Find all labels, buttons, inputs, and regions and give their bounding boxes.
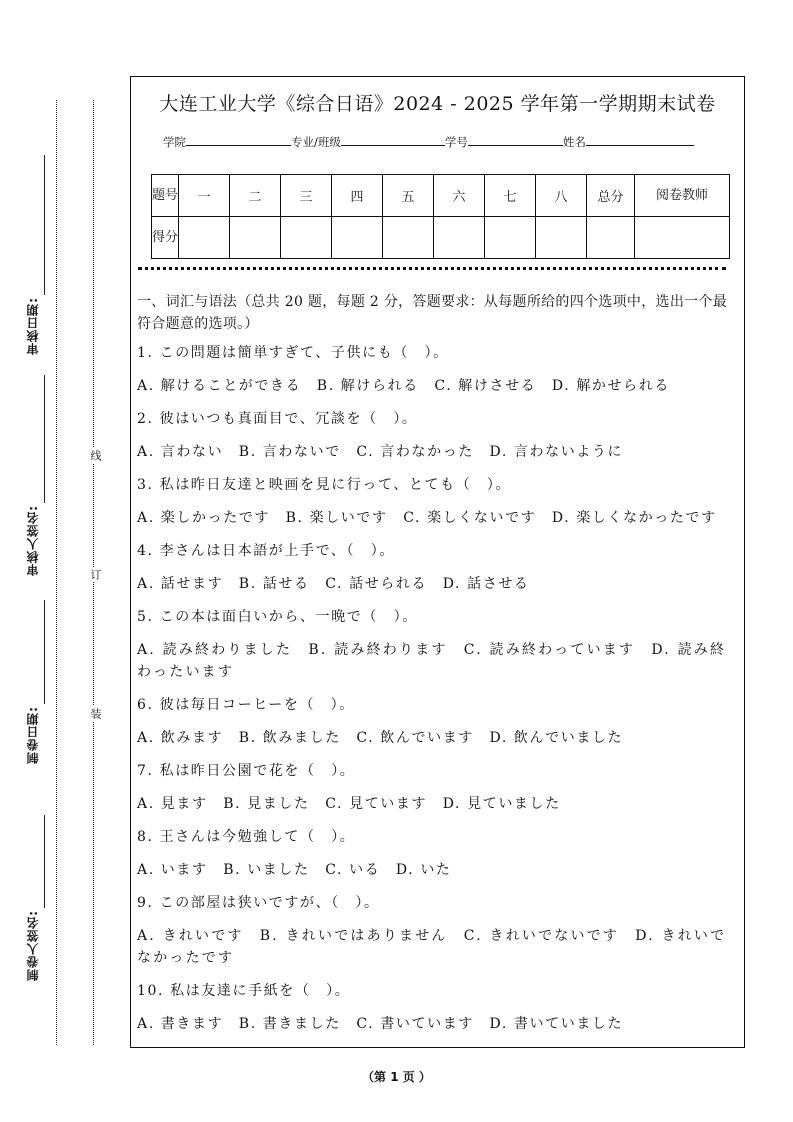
binding-dotted-line-outer (56, 100, 57, 1045)
question-text: 10. 私は友達に手紙を（ ）。 (137, 983, 351, 999)
field-student-id-label: 学号 (444, 135, 468, 149)
score-cell[interactable] (230, 217, 281, 259)
question-options: A. 書きます B. 書きました C. 書いています D. 書いていました (137, 1016, 624, 1032)
score-col-3: 三 (281, 175, 332, 217)
question-text: 6. 彼は毎日コーヒーを（ ）。 (137, 697, 355, 713)
page-number: （第 1 页 ） (362, 1070, 431, 1084)
field-college-input[interactable] (186, 133, 291, 146)
question-text: 1. この問題は簡単すぎて、子供にも（ ）。 (137, 345, 449, 361)
question-options: A. います B. いました C. いる D. いた (137, 862, 452, 878)
score-cell[interactable] (332, 217, 383, 259)
question-options: A. きれいです B. きれいではありません C. きれいでないです D. きれいでなかったです (137, 928, 727, 966)
section-heading: 一、词汇与语法（总共 20 题，每题 2 分，答题要求：从每题所给的四个选项中，选出一个最符合题意的选项。） (137, 294, 728, 332)
question-text: 2. 彼はいつも真面目で、冗談を（ ）。 (137, 411, 418, 427)
field-student-id-input[interactable] (468, 133, 563, 146)
prep-date-label: 制卷日期: (26, 706, 40, 764)
score-table-header-row (152, 175, 730, 217)
review-date-label: 审核日期: (26, 297, 40, 355)
score-cell[interactable] (179, 217, 230, 259)
prep-date-line[interactable] (44, 600, 45, 704)
score-col-marker: 阅卷教师 (635, 175, 730, 217)
score-cell[interactable] (536, 217, 587, 259)
score-cell-total[interactable] (587, 217, 635, 259)
score-col-total: 总分 (587, 175, 635, 217)
score-row2-label: 得分 (152, 217, 179, 259)
question-text: 8. 王さんは今勉強して（ ）。 (137, 829, 356, 845)
score-cell[interactable] (485, 217, 536, 259)
section-content (137, 291, 738, 1046)
review-date-line[interactable] (44, 155, 45, 295)
score-col-1: 一 (179, 175, 230, 217)
exam-title: 大连工业大学《综合日语》2024 - 2025 学年第一学期期末试卷 (159, 93, 716, 115)
field-college-label: 学院 (163, 135, 186, 149)
question-options: A. 言わない B. 言わないで C. 言わなかった D. 言わないように (137, 444, 624, 460)
score-cell-marker[interactable] (635, 217, 730, 259)
question-options: A. 解けることができる B. 解けられる C. 解けさせる D. 解かせられる (137, 378, 670, 394)
binding-char-line: 线 (89, 450, 102, 461)
question-options: A. 読み終わりました B. 読み終わります C. 読み終わっています D. 読み終わったいます (137, 642, 727, 680)
score-col-7: 七 (485, 175, 536, 217)
score-col-8: 八 (536, 175, 587, 217)
question-options: A. 話せます B. 話せる C. 話せられる D. 話させる (137, 576, 530, 592)
question-text: 4. 李さんは日本語が上手で、（ ）。 (137, 543, 395, 559)
score-col-2: 二 (230, 175, 281, 217)
question-text: 7. 私は昨日公園で花を（ ）。 (137, 763, 356, 779)
reviewer-sign-line[interactable] (44, 375, 45, 503)
score-col-4: 四 (332, 175, 383, 217)
score-table-score-row (152, 217, 730, 259)
preparer-sign-line[interactable] (44, 815, 45, 908)
score-cell[interactable] (434, 217, 485, 259)
field-major-label: 专业/班级 (291, 135, 341, 149)
field-name-label: 姓名 (562, 135, 586, 149)
dotted-separator (138, 267, 726, 270)
question-text: 9. この部屋は狭いですが、（ ）。 (137, 895, 380, 911)
preparer-sign-label: 制卷人签名: (26, 910, 40, 981)
binding-char-ding: 订 (89, 569, 102, 580)
question-options: A. 飲みます B. 飲みました C. 飲んでいます D. 飲んでいました (137, 730, 624, 746)
score-cell[interactable] (281, 217, 332, 259)
question-options: A. 見ます B. 見ました C. 見ています D. 見ていました (137, 796, 561, 812)
student-info-row (163, 133, 694, 150)
question-text: 5. この本は面白いから、一晩で（ ）。 (137, 609, 418, 625)
question-options: A. 楽しかったです B. 楽しいです C. 楽しくないです D. 楽しくなかったです (137, 510, 717, 526)
score-row1-label: 题号 (152, 175, 179, 217)
exam-frame (130, 76, 745, 1048)
score-cell[interactable] (383, 217, 434, 259)
score-table (151, 174, 730, 259)
score-col-6: 六 (434, 175, 485, 217)
score-col-5: 五 (383, 175, 434, 217)
reviewer-sign-label: 审核人签名: (26, 505, 40, 576)
field-major-input[interactable] (341, 133, 445, 146)
binding-char-zhuang: 装 (89, 708, 102, 719)
question-text: 3. 私は昨日友達と映画を見に行って、とても（ ）。 (137, 477, 512, 493)
field-name-input[interactable] (586, 133, 694, 146)
